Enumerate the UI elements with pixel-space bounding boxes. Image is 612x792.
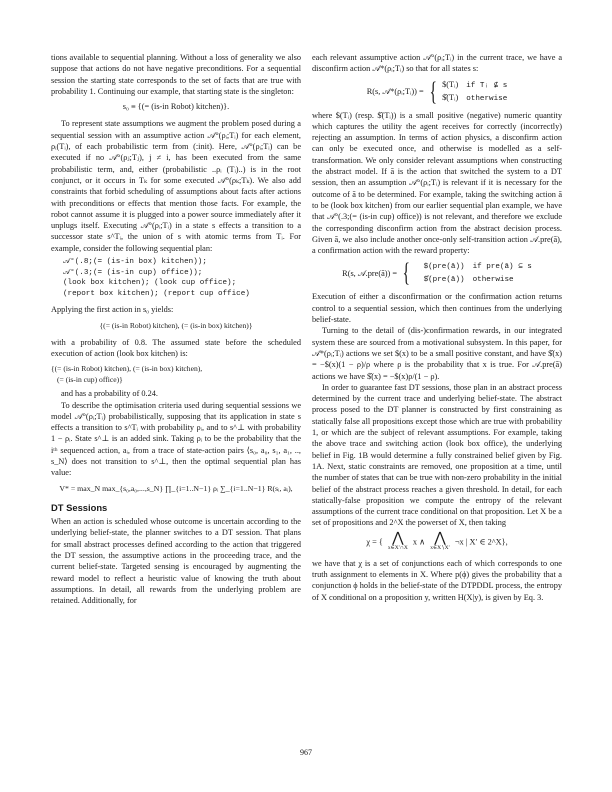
paragraph: To describe the optimisation criteria used during sequential sessions we model 𝒜°(ρᵢ;Tᵢ) probabilistically, supposing that its application in state s effects a transition to s^Tᵢ with probability ρᵢ, and to s^⊥ with probability 1 − ρᵢ. State s^⊥ is an added sink. Taking ρᵢ to be the probability that the iᵗʰ sequenced action, aᵢ, from a trace of state-action pairs ⟨s₀, a₀, s₁, a₁, .., s_N⟩ does not transition to s^⊥, then the optimal sequential plan has value:	[51, 400, 301, 478]
equation-part: ¬x | X′ ∈ 2^X},	[454, 537, 508, 547]
paragraph: Execution of either a disconfirmation or the confirmation action returns control to a sequential session, which then continues from the underlying belief-state.	[312, 292, 562, 325]
case-condition: if pre(ā) ⊆ s	[472, 263, 532, 272]
plan-line: 𝒜°(.8;(= (is-in box) kitchen));	[63, 258, 207, 267]
right-column	[312, 52, 562, 603]
case-value: $̂(Tᵢ)	[442, 92, 459, 102]
equation-confirm-reward	[312, 260, 562, 286]
case-condition: if Tᵢ ⊈ s	[466, 81, 508, 90]
equation-line: (= (is-in cup) office)}	[57, 374, 123, 384]
plan-line: 𝒜°(.3;(= (is-in cup) office));	[63, 268, 203, 277]
paragraph: When an action is scheduled whose outcome is uncertain according to the underlying belief-state, the planner switches to a DT session. That plans for small abstract processes defined according to the action that triggered the DT session, the assumptive actions in the proceeding trace, and the current belief-state. Targeted sensing is encouraged by augmenting the reward model to reflect a heuristic value of knowing the truth about assumptions. In detail, all rewards from the underlying problem are retained. Additionally, for	[51, 517, 301, 606]
sequential-plan	[63, 257, 301, 299]
brace-symbol: {	[429, 76, 437, 106]
section-heading: DT Sessions	[51, 501, 108, 513]
equation-lhs: R(s, 𝒜.pre(ā)) =	[342, 268, 398, 278]
case-value: $(pre(ā))	[423, 263, 465, 272]
paragraph: Applying the first action in s₀ yields:	[51, 305, 174, 315]
equation-disconfirm-reward	[312, 76, 562, 106]
equation-line: {(= (is-in Robot) kitchen), (= (is-in box) kitchen),	[51, 363, 203, 373]
big-and-operator: ⋀ x∈X′∩X	[387, 530, 408, 551]
case-rows	[416, 260, 532, 286]
paragraph: we have that χ is a set of conjunctions each of which corresponds to one truth assignment to elements in X. Where p(ϕ) gives the probability that a conjunction ϕ holds in the belief-state of the DTPDDL process, the entropy of X conditional on a proposition y, written H(X|y), is given by Eq. 3.	[312, 558, 562, 602]
equation-chi	[312, 530, 562, 552]
equation-lhs: R(s, 𝒜*(ρᵢ;Tᵢ)) =	[366, 86, 424, 96]
paragraph: with a probability of 0.8. The assumed state before the scheduled execution of action (look box kitchen) is:	[51, 338, 301, 359]
big-and-operator: ⋀ x∈X∖X′	[430, 530, 450, 551]
plan-line: (look box kitchen); (look cup office);	[63, 279, 237, 288]
case-rows	[442, 79, 507, 105]
plan-line: (report box kitchen); (report cup office)	[63, 289, 250, 298]
paragraph: where $(Tᵢ) (resp. $̂(Tᵢ)) is a small positive (negative) numeric quantity which captures the utility the agent receives for correctly (incorrectly) rejecting an assumption. In terms of action physics, a disconfirm action can only be executed once, and otherwise is modelled as a self-transformation. We only consider relevant assumptions when constructing the abstract model. If ā is the action that switched the system to a DT session, then an assumption 𝒜°(ρᵢ;Tᵢ) is relevant if it is necessary for the outcome of ā to be determined. For example, taking the switching action ā to be (look box kitchen) from our earlier sequential plan example, we have that 𝒜°(.3;(= (is-in cup) office)) is not relevant, and therefore we exclude the corresponding disconfirm action from the abstract decision process. Given ā, we also include another once-only self-transition action 𝒜.pre(ā), a confirmation action with the reward property:	[312, 110, 562, 256]
paragraph: tions available to sequential planning. Without a loss of generality we also suppose that actions do not have negative preconditions. For a sequential session the starting state corresponds to the set of facts that are true with probability 1. Continuing our example, that starting state is the singleton:	[51, 53, 301, 96]
left-column	[51, 52, 301, 607]
case-value: $̂(pre(ā))	[423, 276, 465, 285]
operator-subscript: x∈X′∩X	[387, 544, 408, 551]
brace-symbol: {	[402, 258, 411, 288]
paragraph: each relevant assumptive action 𝒜°(ρᵢ;Tᵢ) in the current trace, we have a disconfirm action 𝒜*(ρᵢ;Tᵢ) so that for all states s:	[312, 53, 562, 74]
page-number: 967	[300, 748, 312, 757]
equation-assumed-state	[51, 363, 301, 386]
equation-part: χ = {	[366, 537, 383, 547]
equation-state: {(= (is-in Robot) kitchen), (= (is-in box) kitchen)}	[99, 320, 253, 330]
case-value: $(Tᵢ)	[442, 79, 459, 89]
equation-part: x ∧	[412, 537, 426, 547]
paragraph: In order to guarantee fast DT sessions, those plan in an abstract process determined by the current trace and underlying belief-state. The abstract process posed to the DT planner is constructed by first constraining as statically false all propositions except those which are true with probability 1, or which are the subject of relevant assumptions. For example, taking the above trace and switching action (look box office), the underlying belief in Fig. 1B would determine a fully constrained belief given by Fig. 1A. Next, static constraints are removed, one proposition at a time, until the number of states that can be true with non-zero probability in the initial belief of the abstract process reaches a given threshold. In detail, for each statically-false proposition we compute the entropy of the relevant assumptions of the current trace conditional on that proposition. Let X be a set of propositions and 2^X the powerset of X, then taking	[312, 382, 562, 528]
case-condition: otherwise	[466, 94, 508, 103]
paragraph: Turning to the detail of (dis-)confirmation rewards, in our integrated system these are sourced from a motivational subsystem. In this paper, for 𝒜*(ρᵢ;Tᵢ) actions we set $(x) to be a small positive constant, and have $̂(x) = −$(x)(1 − ρ)/ρ where ρ is the probability that x is true. For 𝒜.pre(ā) actions we have $̂(x) = −$(x)ρ/(1 − ρ).	[312, 326, 562, 381]
operator-subscript: x∈X∖X′	[430, 544, 450, 551]
equation-value: V* = max_N max_{s₀,a₀,...,s_N} ∏_{i=1..N−1} ρᵢ ∑_{i=1..N−1} R(sᵢ, aᵢ),	[59, 483, 293, 493]
equation-initial-state: s₀ ≡ {(= (is-in Robot) kitchen)}.	[122, 102, 230, 112]
case-condition: otherwise	[472, 276, 514, 285]
paragraph: and has a probability of 0.24.	[61, 389, 159, 399]
paragraph: To represent state assumptions we augment the problem posed during a sequential session with an assumptive action 𝒜°(ρᵢ;Tᵢ) for each element, ρᵢ(Tᵢ), of each probabilistic term from (:init). Here, 𝒜°(ρᵢ;Tᵢ) can be executed if no 𝒜°(ρⱼ;Tⱼ), j ≠ i, has been executed from the same probabilistic term, and, either (probabilistic ..ρᵢ (Tᵢ)..) is in the root conjunct, or it occurs in Tₖ for some executed 𝒜°(ρₖ;Tₖ). We also add constraints that forbid scheduling of assumptions about facts after actions with preconditions or effects that mention those facts. For example, the robot cannot assume it is plugged into a power source immediately after it unplugs itself. Executing 𝒜°(ρᵢ;Tᵢ) in a state s effects a transition to a successor state s^Tᵢ, the union of s with atomic terms from Tᵢ. For example, consider the following sequential plan:	[51, 119, 301, 253]
